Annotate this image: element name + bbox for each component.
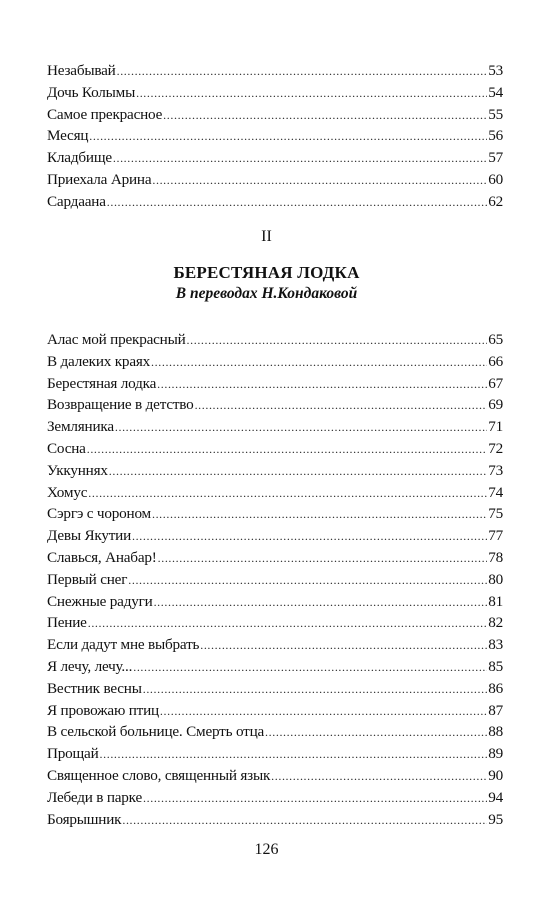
page-number: 126 <box>254 841 279 858</box>
toc-entry <box>47 743 503 765</box>
dot-leader <box>100 744 488 766</box>
toc-entry-page: 90 <box>488 766 503 784</box>
dot-leader <box>107 192 487 214</box>
toc-entry-title: Сосна <box>47 439 86 457</box>
toc-entry-page: 66 <box>488 352 503 370</box>
toc-entry <box>47 656 503 678</box>
toc-entry <box>47 329 503 351</box>
toc-entry-title: Я лечу, лечу... <box>47 657 133 675</box>
toc-entry-page: 56 <box>488 127 503 145</box>
toc-entry <box>47 569 503 591</box>
toc-entry-page: 78 <box>488 548 503 566</box>
toc-entry-title: Земляника <box>47 418 114 436</box>
dot-leader <box>152 504 487 526</box>
toc-entry-page: 85 <box>488 657 503 675</box>
toc-entry <box>47 612 503 634</box>
toc-entry-title: Сэргэ с чороном <box>47 505 151 523</box>
toc-entry <box>47 416 503 438</box>
toc-entry-page: 89 <box>488 745 503 763</box>
toc-entry-page: 80 <box>488 570 503 588</box>
toc-entry <box>47 721 503 743</box>
toc-entry-page: 53 <box>488 62 503 79</box>
toc-entry <box>47 678 503 700</box>
toc-entry-page: 55 <box>488 105 503 123</box>
toc-entry-title: Возвращение в детство <box>47 396 194 414</box>
toc-entry-page: 60 <box>488 170 503 188</box>
toc-entry-title: Алас мой прекрасный <box>47 331 186 348</box>
toc-entry <box>47 503 503 525</box>
toc-entry-page: 72 <box>488 439 503 457</box>
toc-entry <box>47 460 503 482</box>
dot-leader <box>87 439 487 461</box>
dot-leader <box>195 395 488 417</box>
toc-entry <box>47 438 503 460</box>
dot-leader <box>200 635 487 657</box>
toc-entry-title: Лебеди в парке <box>47 788 143 806</box>
toc-entry-title: Я провожаю птиц <box>47 701 159 719</box>
toc-entry-title: В сельской больнице. Смерть отца <box>47 723 265 741</box>
toc-entry-page: 65 <box>488 331 503 348</box>
toc-entry-page: 87 <box>488 701 503 719</box>
toc-entry <box>47 547 503 569</box>
toc-entry-title: Вестник весны <box>47 679 142 697</box>
toc-entry-page: 69 <box>488 396 503 414</box>
dot-leader <box>163 105 487 127</box>
toc-entry-title: Месяц <box>47 127 89 145</box>
toc-entry-title: Если дадут мне выбрать <box>47 636 200 654</box>
dot-leader <box>152 170 487 192</box>
dot-leader <box>160 701 487 723</box>
dot-leader <box>158 548 488 570</box>
toc-entry-page: 77 <box>488 527 503 545</box>
toc-entry-title: Первый снег <box>47 570 128 588</box>
toc-entry-title: Пение <box>47 614 87 632</box>
toc-entry-title: Священное слово, священный язык <box>47 766 271 784</box>
toc-list-part2 <box>47 329 503 830</box>
toc-entry <box>47 809 503 831</box>
dot-leader <box>132 526 487 548</box>
toc-entry <box>47 60 503 82</box>
toc-entry <box>47 351 503 373</box>
toc-entry-title: В далеких краях <box>47 352 151 370</box>
toc-entry-title: Снежные радуги <box>47 592 153 610</box>
dot-leader <box>143 679 487 701</box>
toc-entry <box>47 765 503 787</box>
toc-entry-title: Самое прекрасное <box>47 105 163 123</box>
toc-entry-page: 73 <box>488 461 503 479</box>
toc-entry-title: Хомус <box>47 483 88 501</box>
toc-entry <box>47 787 503 809</box>
dot-leader <box>115 417 487 439</box>
toc-entry-page: 62 <box>488 192 503 210</box>
toc-entry-title: Дочь Колымы <box>47 83 136 101</box>
toc-entry-page: 82 <box>488 614 503 632</box>
dot-leader <box>151 352 487 374</box>
toc-entry-title: Боярышник <box>47 810 122 828</box>
toc-entry <box>47 591 503 613</box>
toc-entry-page: 83 <box>488 636 503 654</box>
toc-entry-title: Девы Якутии <box>47 527 132 545</box>
toc-entry-title: Берестяная лодка <box>47 374 157 392</box>
toc-entry-page: 74 <box>488 483 503 501</box>
section-subtitle: В переводах Н.Кондаковой <box>175 285 358 302</box>
dot-leader <box>143 788 487 810</box>
toc-entry-page: 88 <box>488 723 503 741</box>
section-title: БЕРЕСТЯНАЯ ЛОДКА <box>173 263 360 282</box>
dot-leader <box>113 148 487 170</box>
dot-leader <box>117 61 488 83</box>
toc-entry-title: Кладбище <box>47 149 112 167</box>
dot-leader <box>109 461 487 483</box>
toc-entry-page: 86 <box>488 679 503 697</box>
toc-entry <box>47 634 503 656</box>
toc-entry-title: Приехала Арина <box>47 170 152 188</box>
toc-entry-title: Сардаана <box>47 192 106 210</box>
dot-leader <box>271 766 487 788</box>
dot-leader <box>122 810 487 832</box>
dot-leader <box>133 657 487 679</box>
toc-entry <box>47 104 503 126</box>
dot-leader <box>88 613 487 635</box>
toc-entry <box>47 525 503 547</box>
toc-entry <box>47 700 503 722</box>
dot-leader <box>128 570 487 592</box>
toc-entry-page: 54 <box>488 83 503 101</box>
toc-entry-page: 67 <box>488 374 503 392</box>
dot-leader <box>187 330 488 352</box>
toc-entry <box>47 147 503 169</box>
section-number: II <box>261 228 272 245</box>
dot-leader <box>157 374 487 396</box>
toc-entry-title: Незабывай <box>47 62 116 79</box>
toc-entry-title: Уккуннях <box>47 461 108 479</box>
toc-entry <box>47 373 503 395</box>
toc-entry-page: 94 <box>488 788 503 806</box>
toc-entry-title: Славься, Анабар! <box>47 548 157 566</box>
toc-entry <box>47 169 503 191</box>
toc-entry-page: 75 <box>488 505 503 523</box>
dot-leader <box>154 592 488 614</box>
toc-entry <box>47 482 503 504</box>
toc-entry-page: 81 <box>488 592 503 610</box>
toc-entry <box>47 125 503 147</box>
toc-entry-page: 71 <box>488 418 503 436</box>
toc-entry <box>47 394 503 416</box>
toc-list-part1 <box>47 60 503 213</box>
dot-leader <box>88 483 487 505</box>
toc-entry <box>47 191 503 213</box>
toc-entry <box>47 82 503 104</box>
dot-leader <box>265 722 487 744</box>
toc-entry-title: Прощай <box>47 745 99 763</box>
toc-entry-page: 57 <box>488 149 503 167</box>
toc-entry-page: 95 <box>488 810 503 828</box>
dot-leader <box>136 83 487 105</box>
dot-leader <box>89 126 487 148</box>
